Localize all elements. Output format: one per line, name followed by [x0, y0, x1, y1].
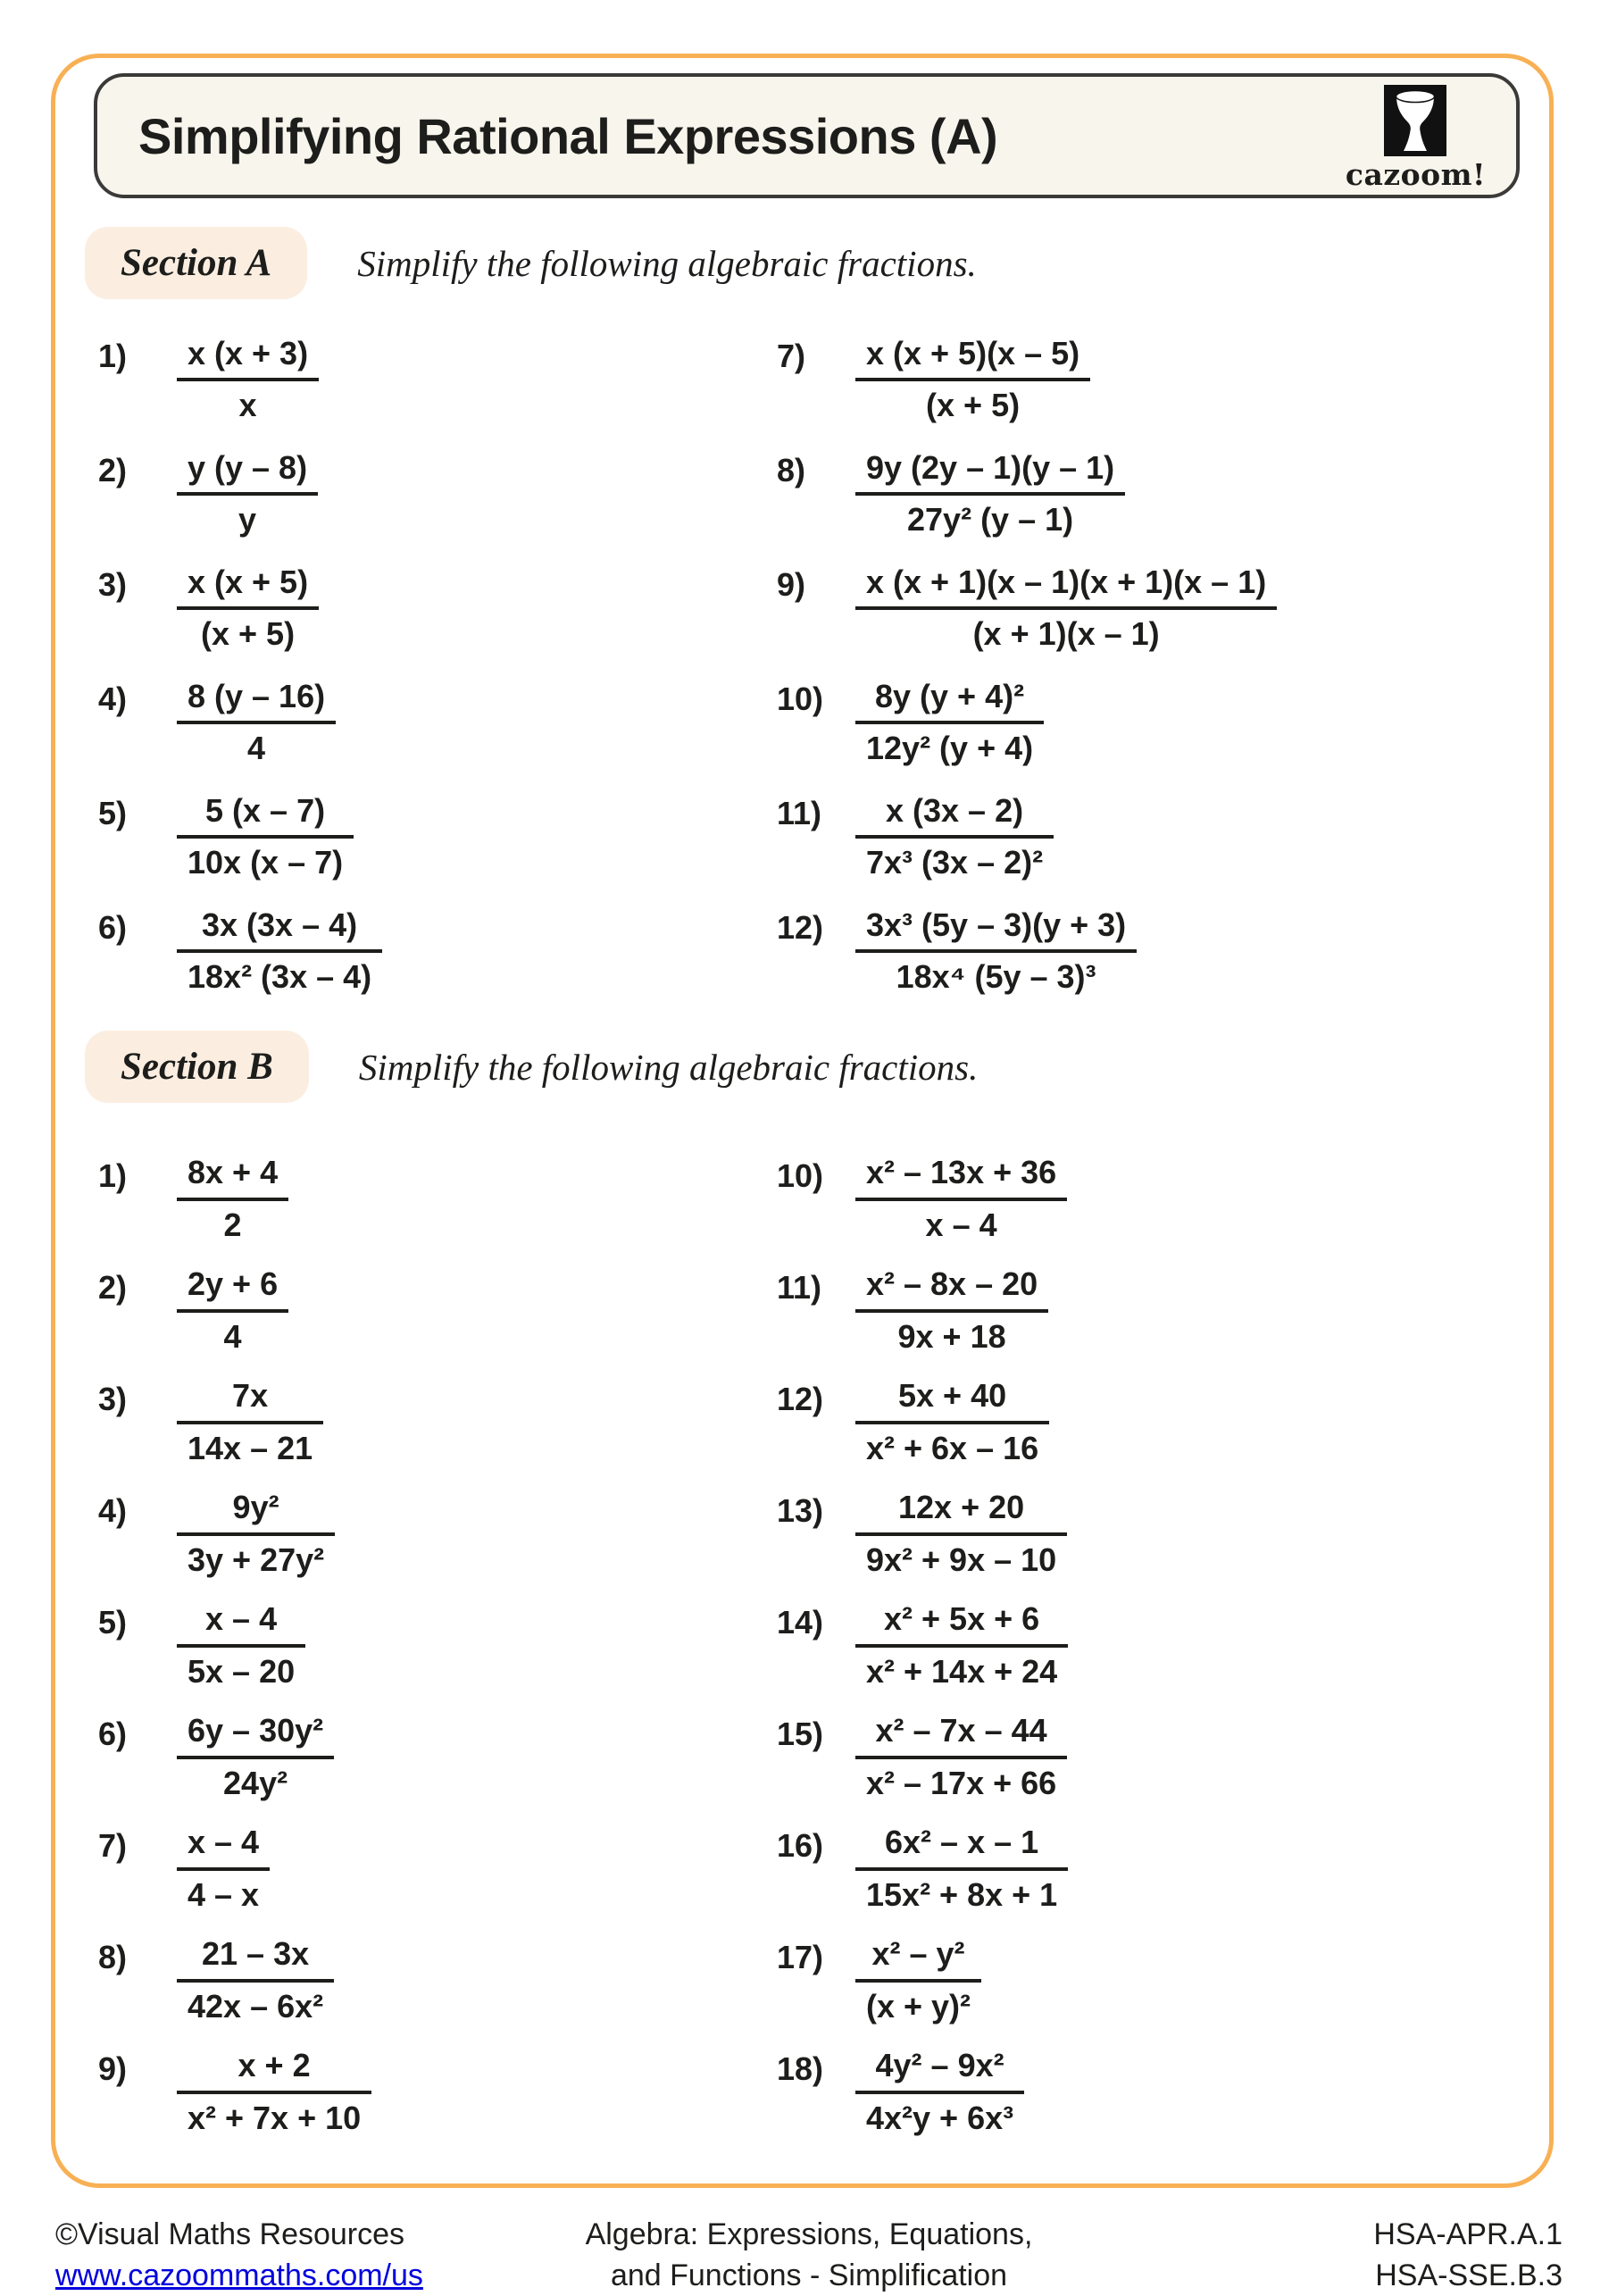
numerator: x + 2: [238, 2047, 311, 2084]
numerator: 8x + 4: [188, 1154, 279, 1191]
denominator: 12y² (y + 4): [855, 721, 1044, 766]
numerator: 8y (y + 4)²: [875, 677, 1025, 714]
denominator: x – 4: [855, 1198, 1067, 1243]
numerator: 9y (2y – 1)(y – 1): [866, 448, 1115, 486]
fraction: [177, 1490, 335, 1578]
numerator: x² – 13x + 36: [866, 1154, 1057, 1191]
problem-number: 5): [98, 795, 128, 831]
numerator: x (x + 3): [188, 334, 309, 372]
section-b-badge: Section B: [85, 1031, 309, 1103]
denominator: 4x²y + 6x³: [855, 2091, 1024, 2136]
numerator: 9y²: [232, 1489, 279, 1526]
fraction: [855, 1378, 1049, 1466]
numerator: x (x + 5)(x – 5): [866, 334, 1080, 372]
problem-a-2: [98, 437, 777, 551]
numerator: x² – 8x – 20: [866, 1265, 1038, 1303]
problem-a-4: [98, 665, 777, 780]
section-b-instruction: Simplify the following algebraic fractions.: [358, 1046, 979, 1088]
fraction: [177, 1713, 334, 1801]
denominator: 18x⁴ (5y – 3)³: [855, 949, 1137, 995]
numerator: 5x + 40: [898, 1377, 1007, 1415]
problem-number: 7): [777, 338, 806, 374]
denominator: x² + 7x + 10: [177, 2091, 371, 2136]
fraction: [855, 336, 1090, 424]
fraction: [855, 1713, 1067, 1801]
problem-number: 6): [98, 909, 128, 946]
copyright-text: ©Visual Maths Resources: [55, 2217, 405, 2251]
denominator: 10x (x – 7): [177, 835, 354, 881]
denominator: x² + 6x – 16: [855, 1421, 1049, 1466]
standard-code-1: HSA-APR.A.1: [1373, 2217, 1563, 2251]
denominator: 9x² + 9x – 10: [855, 1532, 1067, 1578]
problem-number: 9): [98, 2050, 128, 2087]
problem-b-3: [98, 1366, 777, 1478]
drum-icon: [1384, 85, 1446, 156]
problem-a-6: [98, 894, 777, 1008]
problem-number: 14): [777, 1603, 824, 1641]
problem-number: 10): [777, 1156, 824, 1194]
problem-number: 11): [777, 795, 822, 831]
fraction: [855, 793, 1054, 881]
topic-line-2: and Functions - Simplification: [610, 2258, 1008, 2292]
website-link[interactable]: www.cazoommaths.com/us: [55, 2258, 423, 2292]
problem-a-5: [98, 780, 777, 894]
problem-number: 2): [98, 1268, 128, 1306]
problem-number: 3): [98, 1380, 128, 1417]
problem-a-1: [98, 322, 777, 437]
section-a-instruction: Simplify the following algebraic fractions.: [357, 242, 977, 284]
problem-b-1: [98, 1143, 777, 1255]
section-a-problems: [98, 322, 1509, 1008]
problem-number: 17): [777, 1938, 824, 1975]
worksheet-footer: [55, 2215, 1563, 2296]
numerator: 12x + 20: [898, 1489, 1025, 1526]
denominator: (x + 1)(x – 1): [855, 606, 1277, 652]
fraction: [855, 1936, 981, 2025]
denominator: (x + 5): [177, 606, 319, 652]
denominator: 42x – 6x²: [177, 1979, 334, 2025]
problem-number: 9): [777, 566, 806, 603]
fraction: [855, 679, 1044, 767]
problem-b-18: [777, 2036, 1509, 2148]
denominator: 7x³ (3x – 2)²: [855, 835, 1054, 881]
fraction: [855, 450, 1125, 539]
fraction: [855, 1155, 1067, 1243]
fraction: [855, 907, 1137, 996]
problem-number: 1): [98, 338, 128, 374]
denominator: 9x + 18: [855, 1309, 1048, 1355]
problem-number: 4): [98, 1491, 128, 1529]
numerator: x (x + 5): [188, 563, 309, 600]
problem-number: 2): [98, 452, 128, 488]
numerator: x (x + 1)(x – 1)(x + 1)(x – 1): [866, 563, 1267, 600]
problem-number: 12): [777, 909, 824, 946]
problem-number: 16): [777, 1826, 824, 1864]
problem-number: 4): [98, 680, 128, 717]
problem-number: 10): [777, 680, 824, 717]
denominator: (x + 5): [855, 378, 1090, 423]
fraction: [855, 1824, 1068, 1913]
fraction: [855, 1490, 1067, 1578]
problem-number: 18): [777, 2050, 824, 2087]
fraction: [177, 1266, 288, 1355]
numerator: 8 (y – 16): [188, 677, 326, 714]
fraction: [177, 679, 336, 767]
numerator: x – 4: [188, 1824, 260, 1861]
fraction: [177, 1601, 305, 1690]
fraction: [855, 1266, 1048, 1355]
numerator: x (3x – 2): [886, 791, 1024, 829]
problem-number: 15): [777, 1715, 824, 1752]
denominator: 27y² (y – 1): [855, 492, 1125, 538]
problem-b-13: [777, 1478, 1509, 1590]
fraction: [177, 1936, 334, 2025]
section-a-header: [85, 227, 977, 299]
numerator: 2y + 6: [188, 1265, 279, 1303]
denominator: x² – 17x + 66: [855, 1756, 1067, 1801]
fraction: [177, 907, 382, 996]
numerator: x² – y²: [871, 1935, 965, 1973]
problem-a-7: [777, 322, 1509, 437]
problem-number: 6): [98, 1715, 128, 1752]
problem-a-12: [777, 894, 1509, 1008]
standard-code-2: HSA-SSE.B.3: [1375, 2258, 1563, 2292]
problem-b-4: [98, 1478, 777, 1590]
problem-a-8: [777, 437, 1509, 551]
denominator: x² + 14x + 24: [855, 1644, 1068, 1690]
problem-number: 12): [777, 1380, 824, 1417]
problem-b-16: [777, 1813, 1509, 1924]
denominator: 15x² + 8x + 1: [855, 1867, 1068, 1913]
denominator: (x + y)²: [855, 1979, 981, 2025]
cazoom-logo: [1346, 85, 1486, 192]
numerator: 4y² – 9x²: [875, 2047, 1004, 2084]
footer-topic: [586, 2215, 1033, 2296]
footer-standards: [1032, 2215, 1563, 2296]
numerator: x – 4: [205, 1600, 278, 1638]
fraction: [177, 1378, 323, 1466]
problem-b-8: [98, 1924, 777, 2036]
problem-b-11: [777, 1255, 1509, 1366]
problem-number: 11): [777, 1268, 822, 1306]
denominator: 4 – x: [177, 1867, 270, 1913]
numerator: y (y – 8): [188, 448, 308, 486]
problem-b-10: [777, 1143, 1509, 1255]
numerator: 21 – 3x: [202, 1935, 310, 1973]
page-title: Simplifying Rational Expressions (A): [138, 107, 998, 164]
fraction: [177, 336, 319, 424]
problem-b-6: [98, 1701, 777, 1813]
problem-number: 5): [98, 1603, 128, 1641]
problem-b-7: [98, 1813, 777, 1924]
denominator: 24y²: [177, 1756, 334, 1801]
denominator: 2: [177, 1198, 288, 1243]
worksheet-header: [94, 73, 1520, 198]
problem-number: 3): [98, 566, 128, 603]
denominator: 3y + 27y²: [177, 1532, 335, 1578]
numerator: 3x³ (5y – 3)(y + 3): [866, 906, 1127, 943]
problem-b-2: [98, 1255, 777, 1366]
problem-number: 8): [777, 452, 806, 488]
problem-b-9: [98, 2036, 777, 2148]
denominator: y: [177, 492, 318, 538]
problem-b-5: [98, 1590, 777, 1701]
fraction: [177, 450, 318, 539]
problem-number: 7): [98, 1826, 128, 1864]
fraction: [177, 564, 319, 653]
denominator: 14x – 21: [177, 1421, 323, 1466]
fraction: [177, 1155, 288, 1243]
numerator: x² – 7x – 44: [875, 1712, 1047, 1749]
numerator: 6y – 30y²: [188, 1712, 324, 1749]
numerator: 6x² – x – 1: [885, 1824, 1039, 1861]
section-a-badge: Section A: [85, 227, 307, 299]
problem-a-9: [777, 551, 1509, 665]
fraction: [177, 793, 354, 881]
problem-a-11: [777, 780, 1509, 894]
denominator: 5x – 20: [177, 1644, 305, 1690]
problem-number: 13): [777, 1491, 824, 1529]
problem-number: 1): [98, 1156, 128, 1194]
numerator: 7x: [232, 1377, 269, 1415]
fraction: [177, 1824, 270, 1913]
fraction: [855, 2048, 1024, 2136]
fraction: [855, 1601, 1068, 1690]
denominator: x: [177, 378, 319, 423]
section-b-header: [85, 1031, 978, 1103]
problem-a-10: [777, 665, 1509, 780]
section-b-problems: [98, 1143, 1509, 2148]
numerator: 5 (x – 7): [205, 791, 326, 829]
fraction: [177, 2048, 371, 2136]
problem-number: 8): [98, 1938, 128, 1975]
fraction: [855, 564, 1277, 653]
numerator: x² + 5x + 6: [884, 1600, 1040, 1638]
problem-b-17: [777, 1924, 1509, 2036]
problem-a-3: [98, 551, 777, 665]
logo-wordmark: cazoom!: [1345, 157, 1486, 192]
problem-b-14: [777, 1590, 1509, 1701]
problem-b-12: [777, 1366, 1509, 1478]
problem-b-15: [777, 1701, 1509, 1813]
denominator: 4: [177, 721, 336, 766]
denominator: 4: [177, 1309, 288, 1355]
topic-line-1: Algebra: Expressions, Equations,: [585, 2217, 1033, 2251]
denominator: 18x² (3x – 4): [177, 949, 382, 995]
numerator: 3x (3x – 4): [202, 906, 358, 943]
footer-left: [55, 2215, 586, 2296]
